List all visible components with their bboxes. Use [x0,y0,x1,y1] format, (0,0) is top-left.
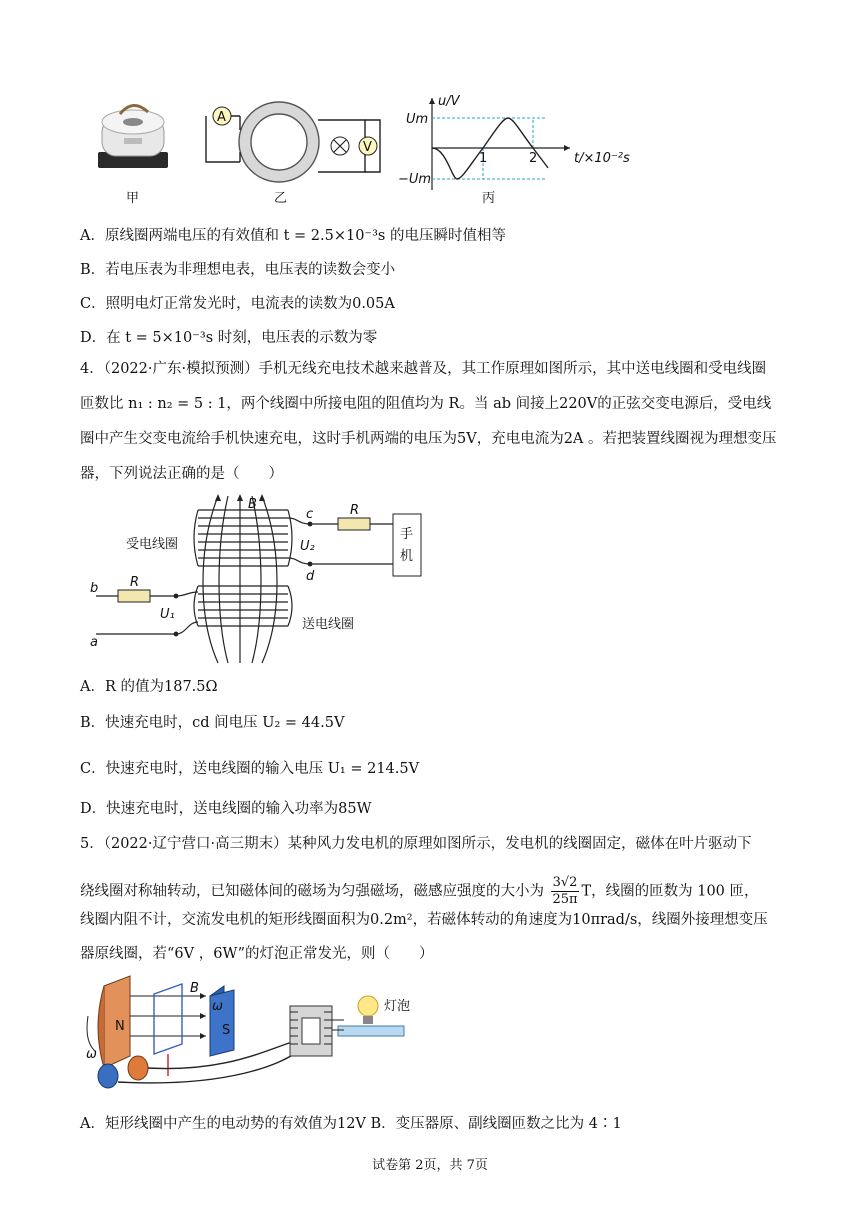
wind-generator-figure [82,972,432,1090]
ammeter-label: A [217,110,226,125]
q5-option-a: A．矩形线圈中产生的电动势的有效值为12V [80,1116,366,1132]
phone-label-2: 机 [400,549,414,564]
caption-jia: 甲 [126,191,140,206]
t-axis-label: t/×10⁻²s [574,151,630,166]
omega-s-label: ω [212,999,223,1014]
send-coil-label: 送电线圈 [302,617,355,632]
q5-line3: 线圈内阻不计，交流发电机的矩形线圈面积为0.2m²，若磁体转动的角速度为10πrad/s，线圈外接理想变压 [80,912,768,928]
tick-1: 1 [479,151,488,166]
q5-line1: 5．（2022·辽宁营口·高三期末）某种风力发电机的原理如图所示，发电机的线圈固定，磁体在叶片驱动下 [80,836,752,852]
omega-n-label: ω [86,1047,97,1062]
toroid-circuit [206,102,380,182]
toroid-photo [98,105,168,168]
voltmeter-label: V [363,140,372,155]
b-fraction [551,875,580,908]
page-footer: 试卷第 2页，共 7页 [372,1158,488,1173]
wireless-charging-figure [88,488,428,668]
receive-coil-label: 受电线圈 [126,537,179,552]
resistor-r1 [118,590,150,602]
u1-label: U₁ [160,607,175,622]
q5-line2 [80,875,759,908]
node-d: d [306,569,315,584]
q3-option-a: A．原线圈两端电压的有效值和 t = 2.5×10⁻³s 的电压瞬时值相等 [80,228,506,244]
caption-yi: 乙 [274,191,288,206]
node-c: c [306,507,314,522]
transformer-figure [90,90,650,210]
sine-graph [429,98,570,190]
q5-option-b: B．变压器原、副线圈匝数之比为 4∶1 [370,1116,622,1132]
b-frac-num: 3√2 [552,875,578,890]
q4-option-c: C．快速充电时，送电线圈的输入电压 U₁ = 214.5V [80,761,420,777]
q3-option-b: B．若电压表为非理想电表，电压表的读数会变小 [80,262,396,278]
q4-option-d: D．快速充电时，送电线圈的输入功率为85W [80,801,372,817]
q3-option-d: D．在 t = 5×10⁻³s 时刻，电压表的示数为零 [80,330,378,346]
node-b: b [90,581,99,596]
b-field-label: B [248,497,257,512]
caption-bing: 丙 [482,191,496,206]
q3-option-c: C．照明电灯正常发光时，电流表的读数为0.05A [80,296,395,312]
r1-label: R [130,575,140,590]
um-label: Um [406,112,429,127]
u-axis-label: u/V [438,94,460,109]
phone-label-1: 手 [400,527,414,542]
b-unit: T [581,883,592,900]
s-pole-label: S [222,1023,231,1038]
q5-line2b: ，线圈的匝数为 100 匝， [591,883,759,900]
u2-label: U₂ [300,539,315,554]
neg-um-label: −Um [398,172,432,187]
node-a: a [90,635,98,650]
n-pole-label: N [115,1019,125,1034]
q4-option-b: B．快速充电时，cd 间电压 U₂ = 44.5V [80,715,345,731]
tick-2: 2 [529,151,538,166]
bulb-label: 灯泡 [384,999,411,1014]
phone-box [393,514,421,576]
resistor-r2 [338,518,370,530]
b-frac-den: 25π [552,892,578,907]
b-label: B [190,981,199,996]
r2-label: R [350,503,360,518]
q5-options [80,1114,622,1134]
q5-line4: 器原线圈，若“6V ，6W”的灯泡正常发光，则（ ） [80,946,434,962]
q4-option-a: A．R 的值为187.5Ω [80,679,218,695]
q5-line2a: 绕线圈对称轴转动，已知磁体间的磁场为匀强磁场，磁感应强度的大小为 [80,883,544,900]
q4-stem: 4．（2022·广东·模拟预测）手机无线充电技术越来越普及，其工作原理如图所示，其中送电线圈和受电线圈匝数比 n₁ : n₂ = 5 : 1，两个线圈中所接电阻的阻值均为 R。当 ab 间接上220V的正弦交变电源后，受电线圈中产生交变电流给手机快速充电，这时手机两端的电压为5V，充电电流为2A 。若把装置线圈视为理想变压器，下列说法正确的是（ ） [80,361,777,482]
